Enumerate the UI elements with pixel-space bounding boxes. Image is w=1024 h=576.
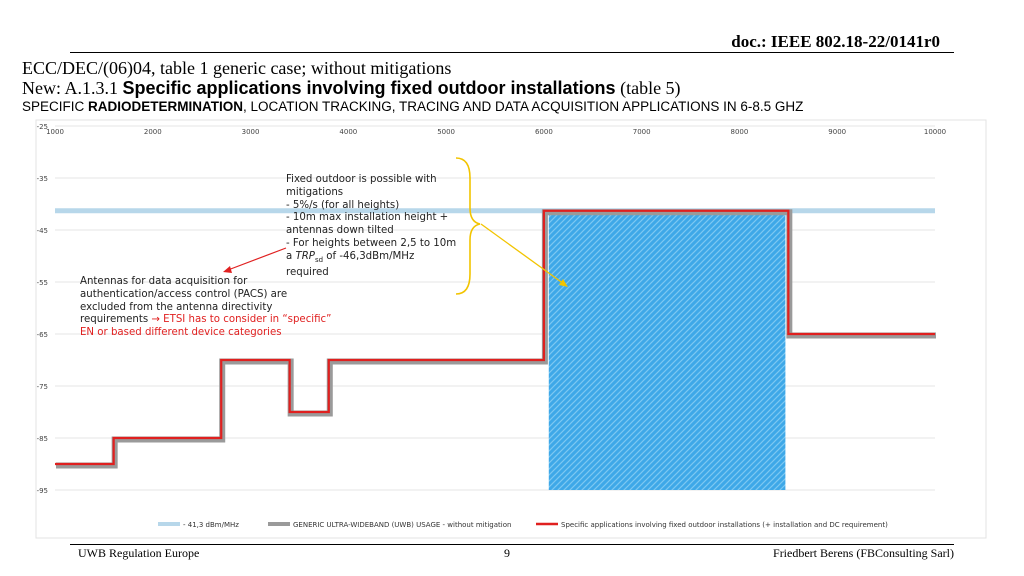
fixed-outdoor-title-2: mitigations bbox=[286, 186, 344, 198]
x-tick-label: 10000 bbox=[923, 128, 947, 136]
header-line-2-bold: Specific applications involving fixed outdoor installations bbox=[122, 78, 616, 98]
highlight-band bbox=[549, 214, 786, 490]
fixed-outdoor-item: - For heights between 2,5 to 10m bbox=[286, 237, 457, 249]
fixed-outdoor-item: - 5%/s (for all heights) bbox=[286, 199, 400, 211]
top-rule bbox=[70, 52, 954, 53]
antennas-line-4: requirements bbox=[80, 314, 149, 326]
x-tick-label: 2000 bbox=[143, 128, 162, 136]
x-tick-label: 9000 bbox=[828, 128, 847, 136]
antennas-line-3: excluded from the antenna directivity bbox=[80, 301, 273, 313]
x-tick-label: 5000 bbox=[437, 128, 456, 136]
x-tick-label: 8000 bbox=[730, 128, 749, 136]
y-tick-label: -45 bbox=[36, 227, 48, 235]
band-layer bbox=[549, 214, 786, 490]
fixed-outdoor-item: - 10m max installation height + bbox=[286, 212, 449, 224]
antennas-red-1: → ETSI has to consider in “specific” bbox=[148, 314, 332, 326]
antennas-annotation bbox=[80, 276, 331, 340]
header-line-2-prefix: New: A.1.3.1 bbox=[22, 78, 123, 98]
y-tick-label: -25 bbox=[36, 123, 48, 131]
x-tick-label: 1000 bbox=[46, 128, 64, 136]
red-arrow-head bbox=[223, 266, 232, 273]
header-line-3-suffix: , LOCATION TRACKING, TRACING AND DATA ACQUISITION APPLICATIONS IN 6-8.5 GHZ bbox=[243, 99, 804, 114]
footer-page-number: 9 bbox=[504, 546, 510, 560]
fixed-outdoor-list bbox=[286, 200, 456, 280]
y-tick-label: -55 bbox=[36, 279, 48, 287]
legend-label: - 41,3 dBm/MHz bbox=[183, 521, 239, 529]
x-tick-label: 3000 bbox=[241, 128, 260, 136]
header-line-3-prefix: SPECIFIC bbox=[22, 99, 89, 114]
antennas-red-2: EN or based different device categories bbox=[80, 327, 282, 339]
header-line-3-bold: RADIODETERMINATION bbox=[88, 99, 244, 114]
footer-right: Friedbert Berens (FBConsulting Sarl) bbox=[773, 546, 954, 560]
header-line-1: ECC/DEC/(06)04, table 1 generic case; without mitigations bbox=[22, 58, 452, 78]
bottom-rule bbox=[70, 544, 954, 545]
footer-left: UWB Regulation Europe bbox=[78, 546, 200, 560]
fixed-outdoor-item: antennas down tilted bbox=[286, 225, 394, 237]
antennas-line-1: Antennas for data acquisition for bbox=[80, 276, 248, 287]
header-line-2-suffix: (table 5) bbox=[615, 78, 681, 98]
x-tick-label: 4000 bbox=[339, 128, 358, 136]
legend-label: Specific applications involving fixed outdoor installations (+ installation and DC requirement) bbox=[561, 521, 888, 529]
red-arrow-line bbox=[228, 248, 286, 270]
y-tick-label: -35 bbox=[36, 175, 48, 183]
fixed-outdoor-item: a $TRP_{sd}$ of -46,3dBm/MHz bbox=[286, 250, 415, 264]
y-tick-label: -75 bbox=[36, 383, 48, 391]
y-tick-label: -65 bbox=[36, 331, 48, 339]
fixed-outdoor-item: required bbox=[286, 266, 329, 278]
y-tick-label: -95 bbox=[36, 487, 48, 495]
header-line-2 bbox=[22, 78, 681, 99]
header-line-3 bbox=[22, 99, 803, 114]
fixed-outdoor-title: Fixed outdoor is possible with bbox=[286, 174, 437, 185]
y-tick-label: -85 bbox=[36, 435, 48, 443]
legend-label: GENERIC ULTRA-WIDEBAND (UWB) USAGE - without mitigation bbox=[293, 521, 512, 529]
fixed-outdoor-annotation bbox=[286, 174, 456, 279]
antennas-line-2: authentication/access control (PACS) are bbox=[80, 288, 288, 300]
doc-id: doc.: IEEE 802.18-22/0141r0 bbox=[731, 32, 940, 51]
chart-legend bbox=[158, 521, 888, 529]
x-tick-label: 7000 bbox=[632, 128, 651, 136]
x-tick-label: 6000 bbox=[534, 128, 553, 136]
